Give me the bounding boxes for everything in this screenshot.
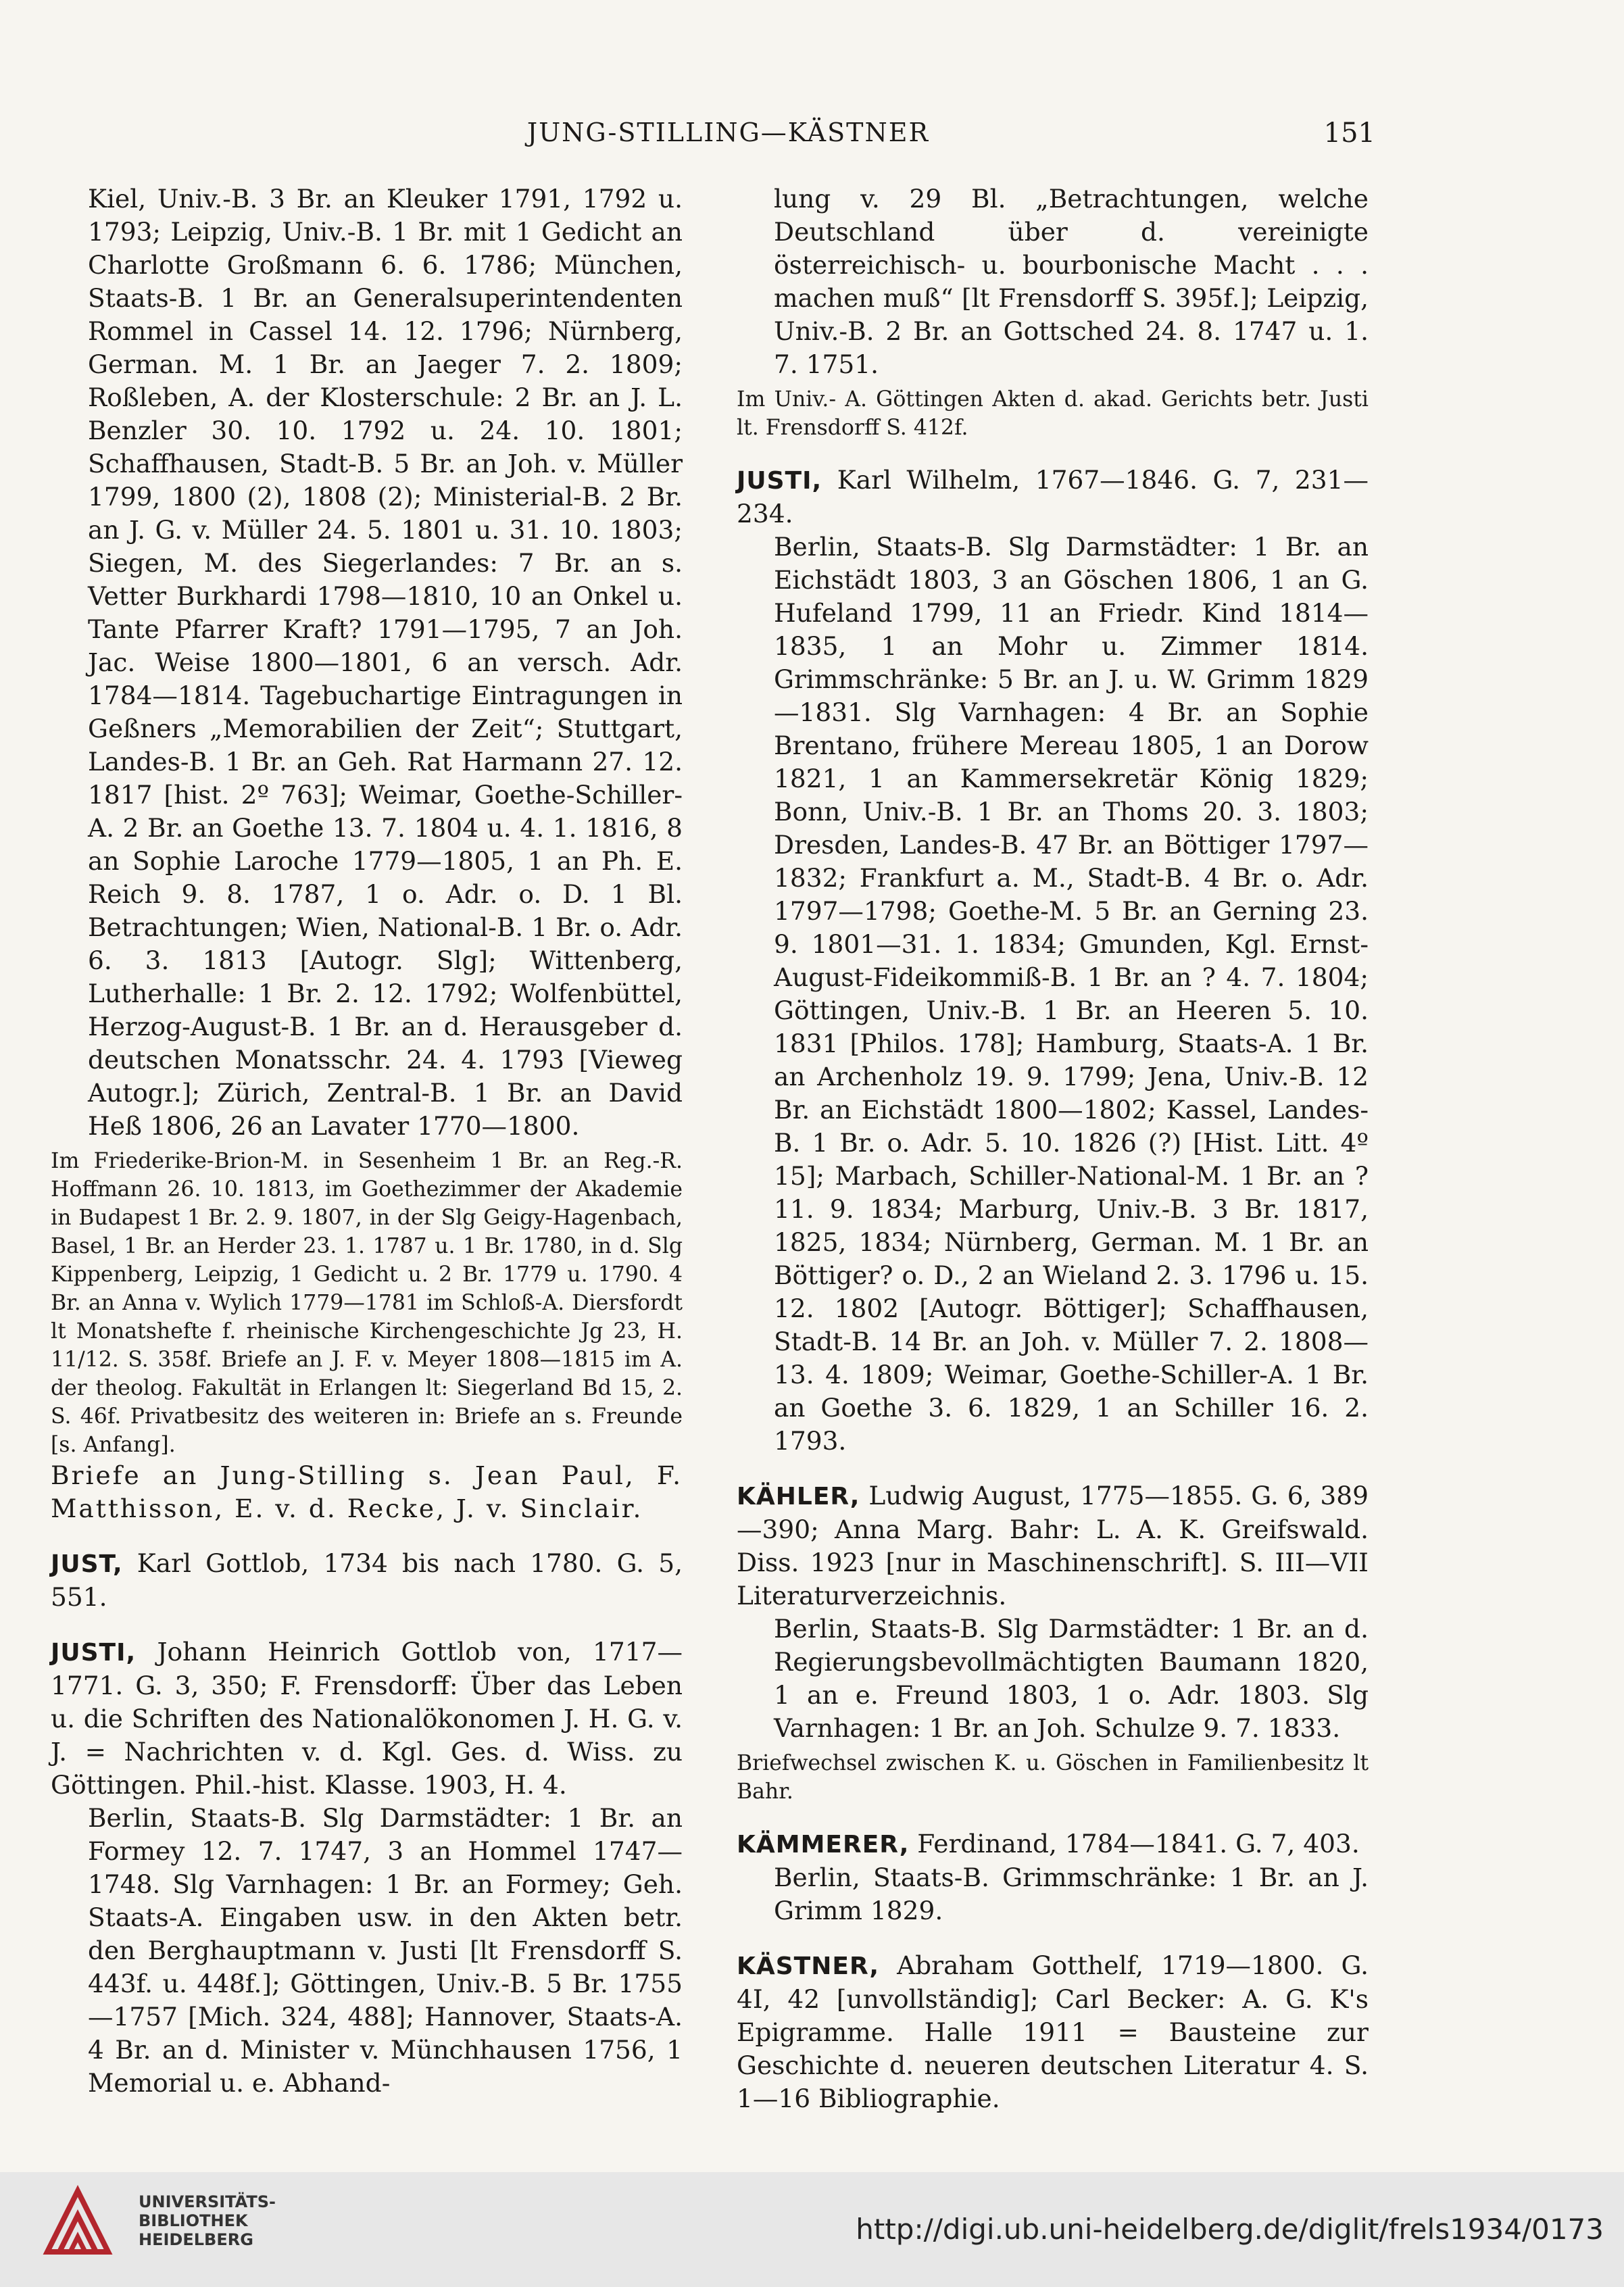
entry-text: Johann Heinrich Gottlob von, 1717—1771. G. 3, 350; F. Frensdorff: Über das Leben u. die Schriften des Nationalökonomen J. H. G. v. J. = Nachrichten v. d. Kgl. Ges. d. Wiss. zu Göttingen. Phil.-hist. Klasse. 1903, H. 4. — [51, 1637, 683, 1800]
entry-note: Briefwechsel zwischen K. u. Göschen in Familienbesitz lt Bahr. — [737, 1751, 1369, 1804]
jung-stilling-note: Im Friederike-Brion-M. in Sesenheim 1 Br. an Reg.-R. Hoffmann 26. 10. 1813, im Goethezimmer der Akademie in Budapest 1 Br. 2. 9. 1807, in der Slg Geigy-Hagenbach, Basel, 1 Br. an Herder 23. 1. 1787 u. 1 Br. 1780, in d. Slg Kippenberg, Leipzig, 1 Gedicht u. 2 Br. 1779 u. 1790. 4 Br. an Anna v. Wylich 1779—1781 im Schloß-A. Diersfordt lt Monatshefte f. rheinische Kirchengeschichte Jg 23, H. 11/12. S. 358f. Briefe an J. F. v. Meyer 1808—1815 im A. der theolog. Fakultät in Erlangen lt: Siegerland Bd 15, 2. S. 46f. Privatbesitz des weiteren in: Briefe an s. Freunde [s. Anfang]. — [51, 1149, 683, 1457]
library-line-3: HEIDELBERG — [139, 2230, 253, 2249]
entry-text: Karl Gottlob, 1734 bis nach 1780. G. 5, 551. — [51, 1548, 683, 1612]
page-number: 151 — [1323, 118, 1375, 149]
library-line-2: BIBLIOTHEK — [139, 2211, 248, 2230]
entry-holdings: Berlin, Staats-B. Slg Darmstädter: 1 Br. an Formey 12. 7. 1747, 3 an Hommel 1747—1748. Slg Varnhagen: 1 Br. an Formey; Geh. Staats-A. Eingaben usw. in den Akten betr. den Berghauptmann v. Justi [lt Frensdorff S. 443f. u. 448f.]; Göttingen, Univ.-B. 5 Br. 1755—1757 [Mich. 324, 488]; Hannover, Staats-A. 4 Br. an d. Minister v. Münchhausen 1756, 1 Memorial u. e. Abhand- — [88, 1803, 683, 2098]
entry-head: KÄMMERER, — [737, 1831, 910, 1859]
library-name — [139, 2192, 276, 2249]
entry-kastner — [737, 1949, 1369, 2115]
entry-kammerer — [737, 1827, 1369, 1861]
entry-holdings: Berlin, Staats-B. Slg Darmstädter: 1 Br. an d. Regierungsbevollmächtigten Baumann 1820, 1 an e. Freund 1803, 1 o. Adr. 1803. Slg Varnhagen: 1 Br. an Joh. Schulze 9. 7. 1833. — [774, 1614, 1369, 1743]
jung-stilling-letters-ref: Briefe an Jung-Stilling s. Jean Paul, F. Matthisson, E. v. d. Recke, J. v. Sinclair. — [51, 1460, 683, 1523]
left-column — [51, 182, 683, 2100]
entry-head: KÄHLER, — [737, 1483, 860, 1510]
source-url-link[interactable]: http://digi.ub.uni-heidelberg.de/diglit/frels1934/0173 — [856, 2213, 1604, 2246]
entry-head: KÄSTNER, — [737, 1952, 880, 1980]
justi-johann-note: Im Univ.- A. Göttingen Akten d. akad. Gerichts betr. Justi lt. Frensdorff S. 412f. — [737, 387, 1369, 440]
running-title: JUNG-STILLING—KÄSTNER — [526, 118, 930, 147]
page-header — [81, 118, 1375, 158]
entry-justi-karl — [737, 464, 1369, 531]
university-library-logo-icon — [41, 2184, 115, 2259]
entry-text: Abraham Gotthelf, 1719—1800. G. 4I, 42 [unvollständig]; Carl Becker: A. G. K's Epigramme. Halle 1911 = Bausteine zur Geschichte d. neueren deutschen Literatur 4. S. 1—16 Bibliographie. — [737, 1950, 1369, 2113]
entry-holdings: Berlin, Staats-B. Grimmschränke: 1 Br. an J. Grimm 1829. — [774, 1863, 1369, 1925]
entry-holdings: Berlin, Staats-B. Slg Darmstädter: 1 Br. an Eichstädt 1803, 3 an Göschen 1806, 1 an G. Hufeland 1799, 11 an Friedr. Kind 1814—1835, 1 an Mohr u. Zimmer 1814. Grimmschränke: 5 Br. an J. u. W. Grimm 1829—1831. Slg Varnhagen: 4 Br. an Sophie Brentano, frühere Mereau 1805, 1 an Dorow 1821, 1 an Kammersekretär König 1829; Bonn, Univ.-B. 1 Br. an Thoms 20. 3. 1803; Dresden, Landes-B. 47 Br. an Böttiger 1797—1832; Frankfurt a. M., Stadt-B. 4 Br. o. Adr. 1797—1798; Goethe-M. 5 Br. an Gerning 23. 9. 1801—31. 1. 1834; Gmunden, Kgl. Ernst-August-Fideikommiß-B. 1 Br. an ? 4. 7. 1804; Göttingen, Univ.-B. 1 Br. an Heeren 5. 10. 1831 [Philos. 178]; Hamburg, Staats-A. 1 Br. an Archenholz 19. 9. 1799; Jena, Univ.-B. 12 Br. an Eichstädt 1800—1802; Kassel, Landes-B. 1 Br. o. Adr. 5. 10. 1826 (?) [Hist. Litt. 4º 15]; Marbach, Schiller-National-M. 1 Br. an ? 11. 9. 1834; Marburg, Univ.-B. 3 Br. 1817, 1825, 1834; Nürnberg, German. M. 1 Br. an Böttiger? o. D., 2 an Wieland 2. 3. 1796 u. 15. 12. 1802 [Autogr. Böttiger]; Schaffhausen, Stadt-B. 14 Br. an Joh. v. Müller 7. 2. 1808—13. 4. 1809; Weimar, Goethe-Schiller-A. 1 Br. an Goethe 3. 6. 1829, 1 an Schiller 16. 2. 1793. — [774, 532, 1369, 1456]
entry-text: Ludwig August, 1775—1855. G. 6, 389—390; Anna Marg. Bahr: L. A. K. Greifswald. Diss. 1923 [nur in Maschinenschrift]. S. III—VII Literaturverzeichnis. — [737, 1481, 1369, 1610]
entry-text: Karl Wilhelm, 1767—1846. G. 7, 231—234. — [737, 465, 1369, 528]
jung-stilling-holdings: Kiel, Univ.-B. 3 Br. an Kleuker 1791, 1792 u. 1793; Leipzig, Univ.-B. 1 Br. mit 1 Gedicht an Charlotte Großmann 6. 6. 1786; München, Staats-B. 1 Br. an Generalsuperintendenten Rommel in Cassel 14. 12. 1796; Nürnberg, German. M. 1 Br. an Jaeger 7. 2. 1809; Roßleben, A. der Klosterschule: 2 Br. an J. L. Benzler 30. 10. 1792 u. 24. 10. 1801; Schaffhausen, Stadt-B. 5 Br. an Joh. v. Müller 1799, 1800 (2), 1808 (2); Ministerial-B. 2 Br. an J. G. v. Müller 24. 5. 1801 u. 31. 10. 1803; Siegen, M. des Siegerlandes: 7 Br. an s. Vetter Burkhardi 1798—1810, 10 an Onkel u. Tante Pfarrer Kraft? 1791—1795, 7 an Joh. Jac. Weise 1800—1801, 6 an versch. Adr. 1784—1814. Tagebuchartige Eintragungen in Geßners „Memorabilien der Zeit“; Stuttgart, Landes-B. 1 Br. an Geh. Rat Harmann 27. 12. 1817 [hist. 2º 763]; Weimar, Goethe-Schiller-A. 2 Br. an Goethe 13. 7. 1804 u. 4. 1. 1816, 8 an Sophie Laroche 1779—1805, 1 an Ph. E. Reich 9. 8. 1787, 1 o. Adr. o. D. 1 Bl. Betrachtungen; Wien, National-B. 1 Br. o. Adr. 6. 3. 1813 [Autogr. Slg]; Wittenberg, Lutherhalle: 1 Br. 2. 12. 1792; Wolfenbüttel, Herzog-August-B. 1 Br. an d. Herausgeber d. deutschen Monatsschr. 24. 4. 1793 [Vieweg Autogr.]; Zürich, Zentral-B. 1 Br. an David Heß 1806, 26 an Lavater 1770—1800. — [88, 184, 683, 1141]
entry-kahler — [737, 1479, 1369, 1613]
justi-johann-holdings-cont: lung v. 29 Bl. „Betrachtungen, welche Deutschland über d. vereinigte österreichisch- u. bourbonische Macht . . . machen muß“ [lt Frensdorff S. 395f.]; Leipzig, Univ.-B. 2 Br. an Gottsched 24. 8. 1747 u. 1. 7. 1751. — [774, 184, 1369, 379]
entry-text: Ferdinand, 1784—1841. G. 7, 403. — [909, 1829, 1360, 1859]
entry-head: JUSTI, — [51, 1639, 137, 1667]
library-line-1: UNIVERSITÄTS- — [139, 2192, 276, 2211]
right-column — [737, 182, 1369, 2115]
entry-justi-johann — [51, 1636, 683, 1802]
entry-head: JUST, — [51, 1550, 123, 1578]
footer-bar — [0, 2172, 1624, 2287]
entry-just — [51, 1547, 683, 1614]
entry-head: JUSTI, — [737, 467, 822, 495]
